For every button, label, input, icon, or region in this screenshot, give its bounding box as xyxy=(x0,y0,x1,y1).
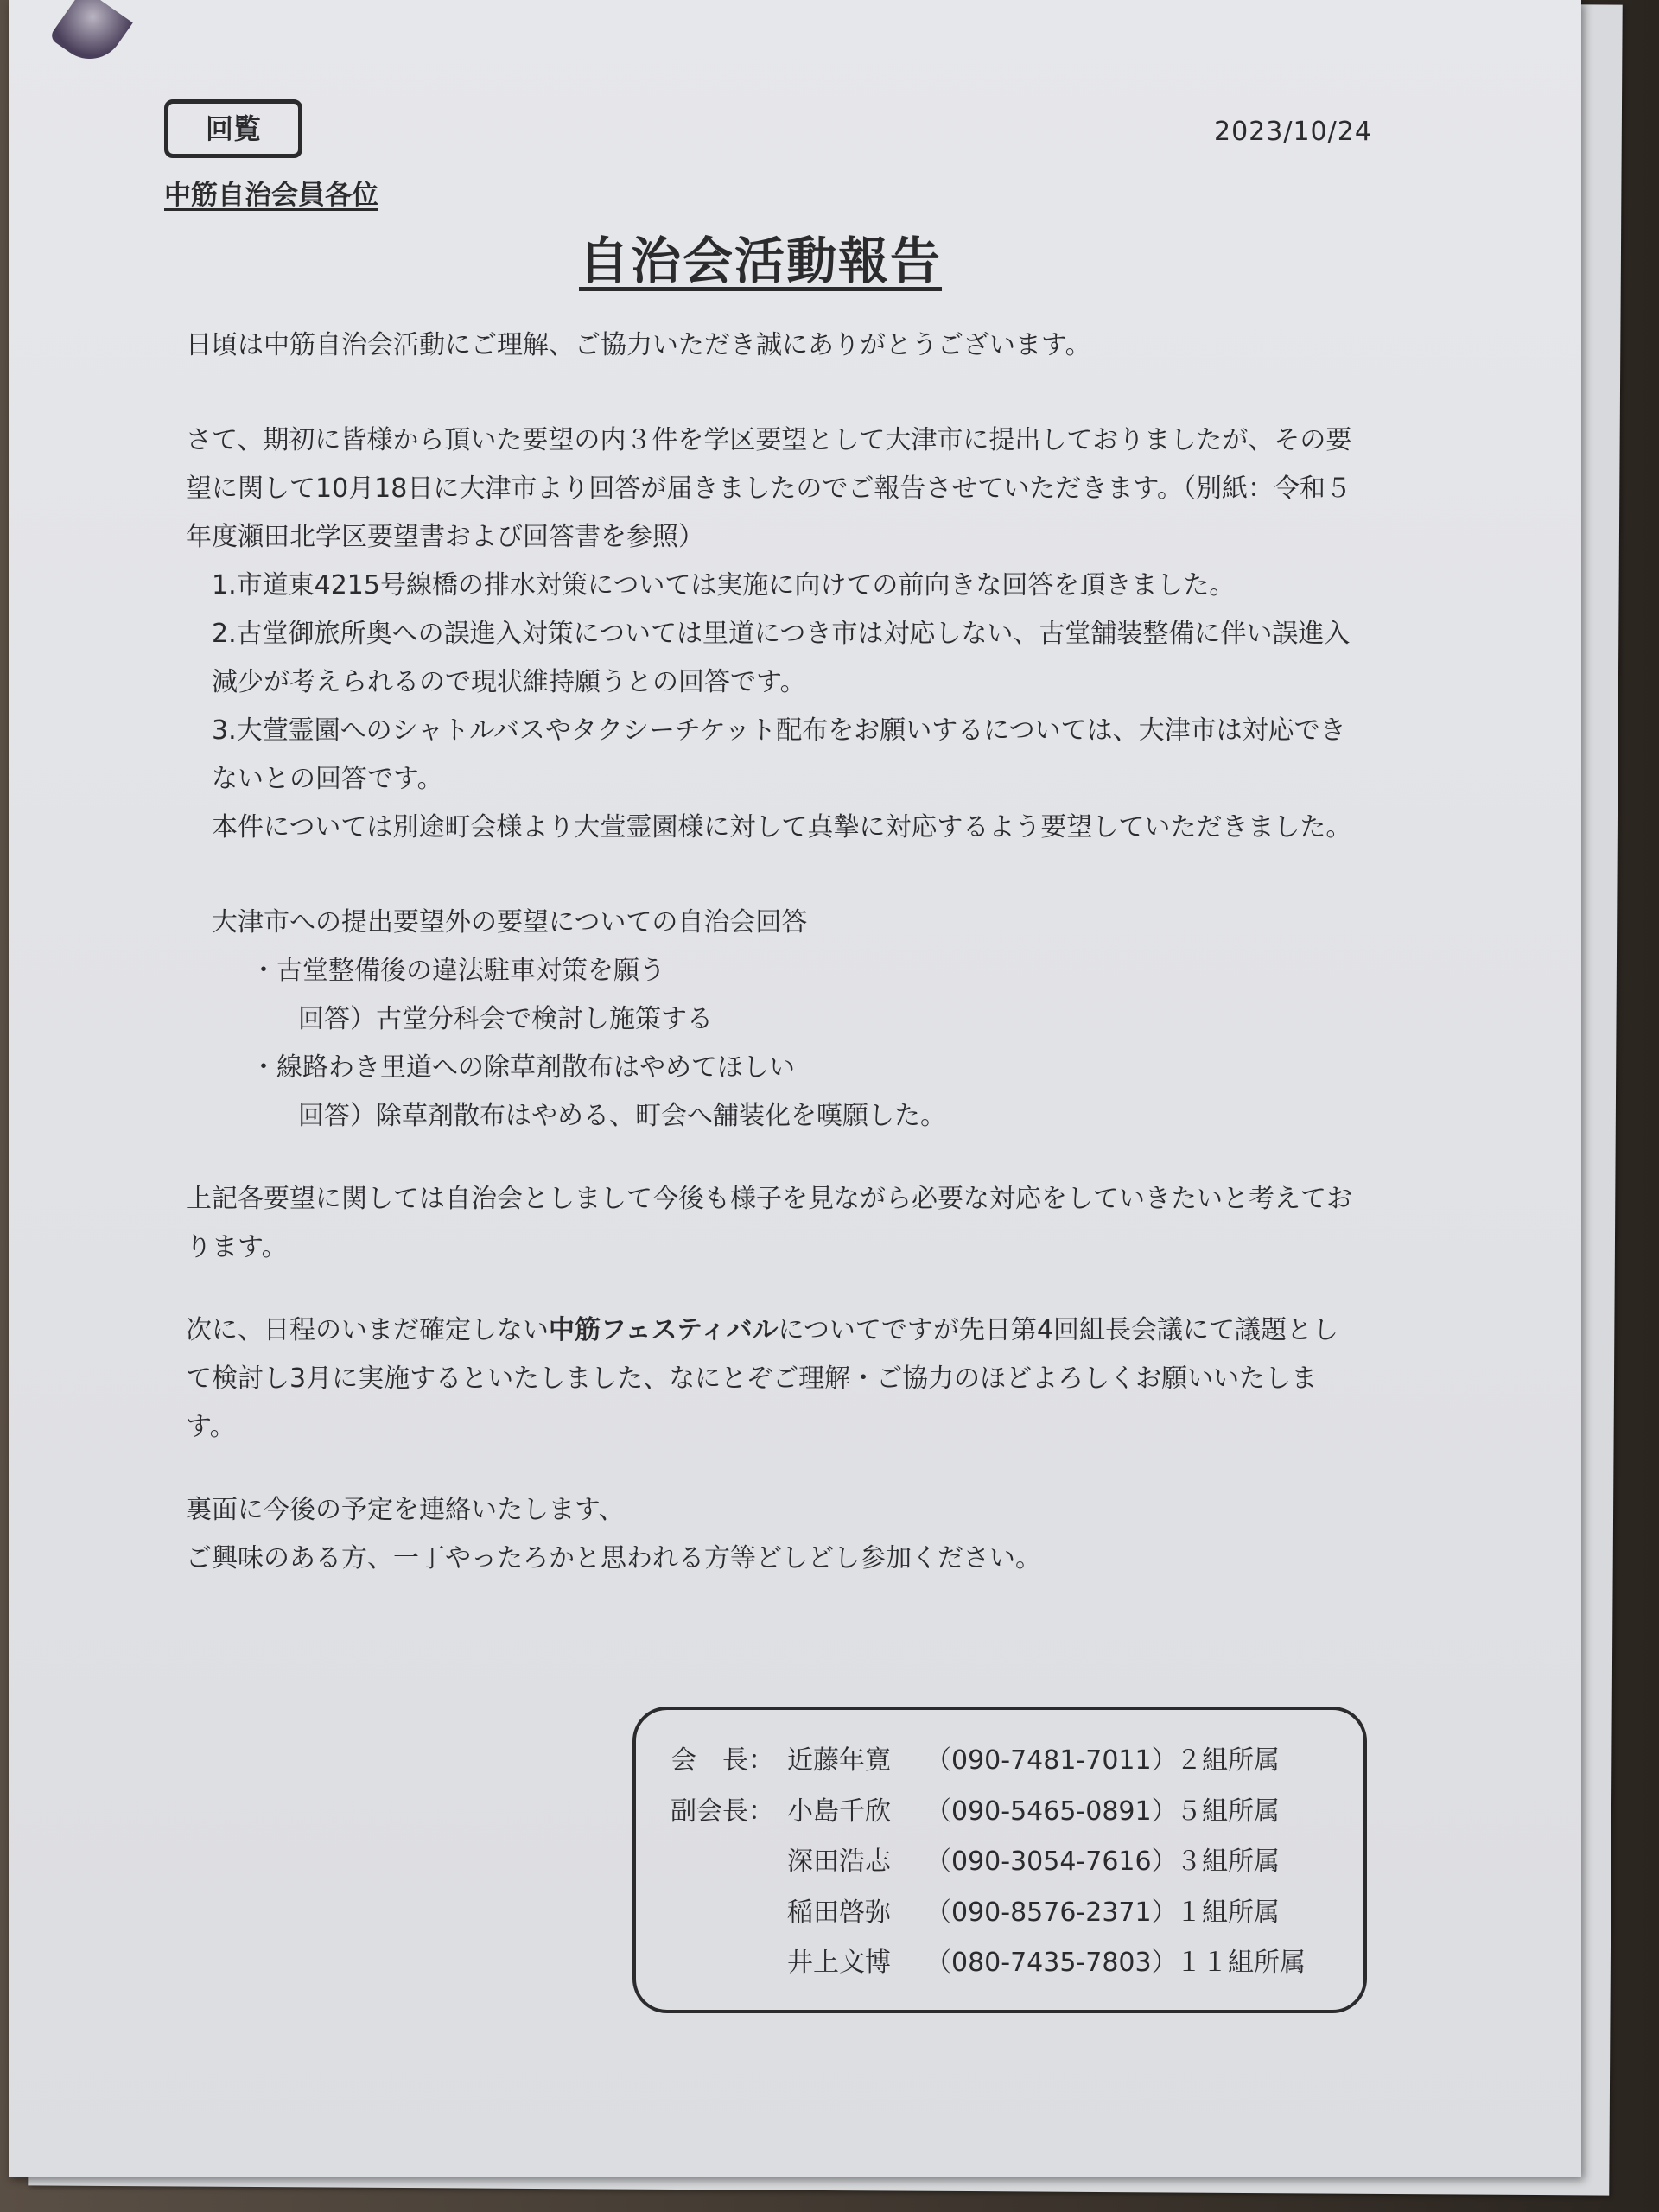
festival-name: 中筋フェスティバル xyxy=(549,1315,779,1345)
document-page xyxy=(9,0,1581,2177)
other-answer-1: 回答）古堂分科会で検討し施策する xyxy=(298,1004,713,1034)
festival-post-text: についてですが先日第4回組長会議にて議題として検討し3月に実施するといたしました、なにとぞご理解・ご協力のほどよろしくお願いいたします。 xyxy=(186,1315,1338,1442)
contact-row xyxy=(671,1736,1363,1787)
contact-name: 井上文博 xyxy=(787,1948,891,1978)
request-item-3-note: 本件については別途町会様より大萱霊園様に対して真摯に対応するよう要望していただきました。 xyxy=(212,812,1352,842)
contact-role: 会 長： xyxy=(671,1745,774,1776)
contact-name: 小島千欣 xyxy=(787,1796,891,1827)
contact-name: 稲田啓弥 xyxy=(787,1897,891,1928)
schedule-line-2: ご興味のある方、一丁やったろかと思われる方等どしどし参加ください。 xyxy=(186,1543,1041,1573)
festival-pre-text: 次に、日程のいまだ確定しない xyxy=(186,1315,549,1345)
contact-group: １組所属 xyxy=(1176,1897,1280,1928)
request-item-3: 3.大萱霊園へのシャトルバスやタクシーチケット配布をお願いするについては、大津市は対応できないとの回答です。 xyxy=(212,715,1346,794)
other-request-2: ・線路わき里道への除草剤散布はやめてほしい xyxy=(251,1052,795,1083)
kairan-stamp: 回覧 xyxy=(164,99,302,158)
other-request-1: ・古堂整備後の違法駐車対策を願う xyxy=(251,956,665,986)
festival-paragraph xyxy=(186,1306,1361,1452)
contact-group: １１組所属 xyxy=(1176,1948,1306,1978)
contact-row xyxy=(671,1888,1363,1939)
contact-phone: （090-8576-2371） xyxy=(925,1897,1178,1928)
contact-row xyxy=(671,1837,1363,1888)
contact-name: 近藤年寛 xyxy=(787,1745,891,1776)
paper-clip-icon xyxy=(48,0,132,73)
contact-phone: （080-7435-7803） xyxy=(925,1948,1178,1978)
document-body xyxy=(186,321,1361,1583)
contact-role: 副会長： xyxy=(671,1796,774,1827)
contact-phone: （090-5465-0891） xyxy=(925,1796,1178,1827)
contact-group: ３組所属 xyxy=(1176,1847,1280,1877)
document-date: 2023/10/24 xyxy=(1214,117,1372,147)
contact-row xyxy=(671,1787,1363,1838)
request-item-2: 2.古堂御旅所奥への誤進入対策については里道につき市は対応しない、古堂舗装整備に伴い誤進入減少が考えられるので現状維持願うとの回答です。 xyxy=(212,619,1351,697)
contact-box xyxy=(632,1707,1367,2013)
document-title: 自治会活動報告 xyxy=(579,232,943,290)
other-requests-heading: 大津市への提出要望外の要望についての自治会回答 xyxy=(212,907,808,938)
contact-role xyxy=(671,1888,787,1939)
contact-phone: （090-7481-7011） xyxy=(925,1745,1178,1776)
contact-group: ２組所属 xyxy=(1176,1745,1280,1776)
contact-phone: （090-3054-7616） xyxy=(925,1847,1178,1877)
contact-row xyxy=(671,1938,1363,1989)
contact-group: ５組所属 xyxy=(1176,1796,1280,1827)
schedule-line-1: 裏面に今後の予定を連絡いたします、 xyxy=(186,1495,625,1525)
greeting-paragraph: 日頃は中筋自治会活動にご理解、ご協力いただき誠にありがとうございます。 xyxy=(186,330,1091,360)
other-answer-2: 回答）除草剤散布はやめる、町会へ舗装化を嘆願した。 xyxy=(298,1101,946,1131)
contact-role xyxy=(671,1938,787,1989)
contact-name: 深田浩志 xyxy=(787,1847,891,1877)
closing-paragraph: 上記各要望に関しては自治会としまして今後も様子を見ながら必要な対応をしていきたいと考えております。 xyxy=(186,1184,1352,1262)
contact-role xyxy=(671,1837,787,1888)
addressee: 中筋自治会員各位 xyxy=(164,180,378,211)
request-item-1: 1.市道東4215号線橋の排水対策については実施に向けての前向きな回答を頂きました。 xyxy=(212,570,1236,601)
intro-paragraph: さて、期初に皆様から頂いた要望の内３件を学区要望として大津市に提出しておりましたが、その要望に関して10月18日に大津市より回答が届きましたのでご報告させていただきます。（別紙：令和５年度瀬田北学区要望書および回答書を参照） xyxy=(186,425,1352,552)
